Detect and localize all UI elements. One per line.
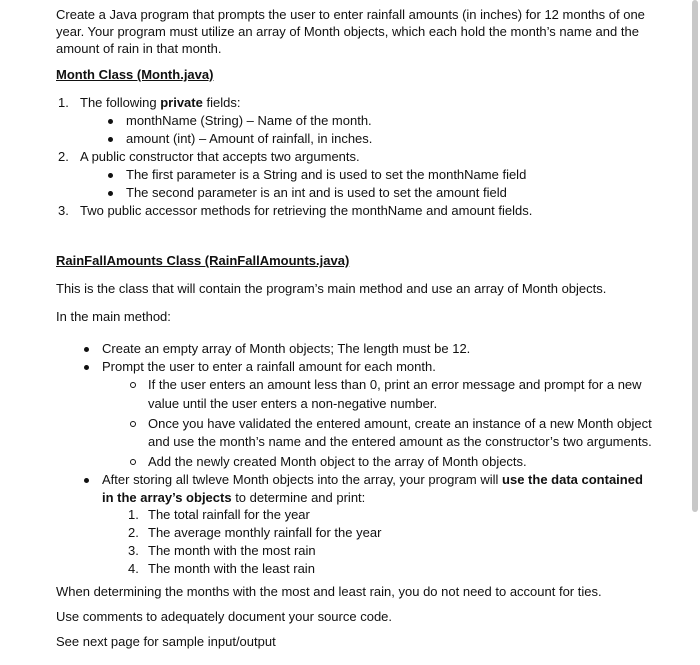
list-item: The month with the least rain [148,561,315,576]
list-item: Two public accessor methods for retrieving the monthName and amount fields. [80,203,533,218]
list-item: Prompt the user to enter a rainfall amount for each month. [102,359,436,374]
bullet-icon [84,347,89,352]
intro-line-3: amount of rain in that month. [56,41,222,56]
list-item: Create an empty array of Month objects; The length must be 12. [102,341,471,356]
list-number: 3. [58,203,69,218]
list-item-continuation: value until the user enters a non-negative number. [148,396,438,411]
circle-bullet-icon [130,382,136,388]
list-item: Once you have validated the entered amount, create an instance of a new Month object [148,416,652,431]
rainfall-class-description: This is the class that will contain the program’s main method and use an array of Month objects. [56,281,607,296]
list-item-text: to determine and print: [231,490,366,505]
rainfall-class-heading: RainFallAmounts Class (RainFallAmounts.java) [56,253,350,268]
list-item: The total rainfall for the year [148,507,310,522]
list-item [80,94,240,112]
next-page-note: See next page for sample input/output [56,634,276,649]
list-item: Add the newly created Month object to the array of Month objects. [148,454,527,469]
circle-bullet-icon [130,421,136,427]
bullet-icon [84,478,89,483]
list-item: The first parameter is a String and is used to set the monthName field [126,167,527,182]
list-number: 1. [58,95,69,110]
list-item-continuation: and use the month’s name and the entered amount as the constructor’s two arguments. [148,434,652,449]
intro-line-1: Create a Java program that prompts the user to enter rainfall amounts (in inches) for 12 months of one [56,7,645,22]
list-item: If the user enters an amount less than 0, print an error message and prompt for a new [148,377,642,392]
list-item: The month with the most rain [148,543,316,558]
scrollbar[interactable] [692,0,698,512]
bullet-icon [84,365,89,370]
list-item: The second parameter is an int and is used to set the amount field [126,185,507,200]
list-item-text: After storing all twleve Month objects into the array, your program will [102,472,503,487]
list-number: 1. [128,507,139,522]
list-item-bold: use the data contained [502,472,643,487]
list-item-bold: private [160,95,203,110]
comments-note: Use comments to adequately document your source code. [56,609,393,624]
circle-bullet-icon [130,459,136,465]
list-number: 4. [128,561,139,576]
list-item-text: fields: [202,95,241,110]
main-method-intro: In the main method: [56,309,171,324]
list-item: The average monthly rainfall for the year [148,525,382,540]
list-number: 2. [58,149,69,164]
list-number: 3. [128,543,139,558]
list-item: amount (int) – Amount of rainfall, in inches. [126,131,373,146]
list-item: A public constructor that accepts two arguments. [80,149,360,164]
intro-line-2: year. Your program must utilize an array of Month objects, which each hold the month’s name and the [56,24,639,39]
list-item: monthName (String) – Name of the month. [126,113,372,128]
bullet-icon [108,173,113,178]
list-item-text: The following [80,95,161,110]
list-number: 2. [128,525,139,540]
list-item-continuation [102,489,365,507]
bullet-icon [108,119,113,124]
bullet-icon [108,191,113,196]
list-item [102,471,643,489]
month-class-heading: Month Class (Month.java) [56,67,214,82]
ties-note: When determining the months with the most and least rain, you do not need to account for ties. [56,584,602,599]
bullet-icon [108,137,113,142]
list-item-bold: in the array’s objects [102,490,232,505]
